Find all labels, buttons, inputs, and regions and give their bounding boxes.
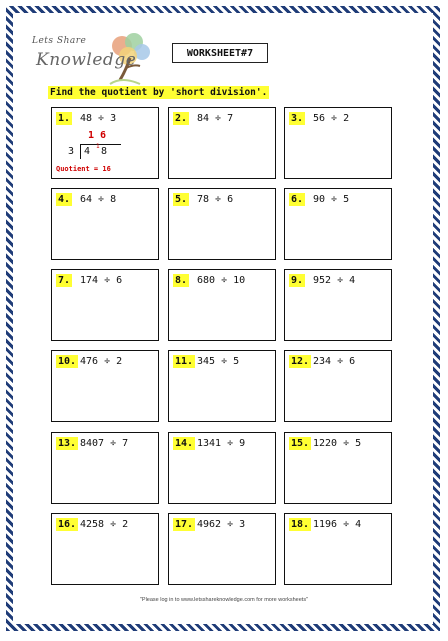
problem-box <box>284 432 392 504</box>
problem-expression: 1341 ÷ 9 <box>197 438 246 449</box>
problem-box <box>284 188 392 260</box>
problem-expression: 952 ÷ 4 <box>313 275 356 286</box>
problem-expression: 48 ÷ 3 <box>80 113 117 124</box>
problem-expression: 345 ÷ 5 <box>197 356 240 367</box>
problem-expression: 476 ÷ 2 <box>80 356 123 367</box>
problem-box <box>51 432 159 504</box>
problem-number: 13. <box>58 438 77 449</box>
problem-number: 12. <box>291 356 310 367</box>
problem-expression: 234 ÷ 6 <box>313 356 356 367</box>
problem-expression: 680 ÷ 10 <box>197 275 246 286</box>
problem-box <box>51 513 159 585</box>
problem-expression: 56 ÷ 2 <box>313 113 350 124</box>
problem-number: 10. <box>58 356 77 367</box>
example-division-bracket <box>68 144 138 160</box>
problem-number: 3. <box>291 113 304 124</box>
problem-expression: 64 ÷ 8 <box>80 194 117 205</box>
problem-number: 5. <box>175 194 188 205</box>
logo-text-main: Knowledge <box>36 50 137 70</box>
problem-box <box>284 350 392 422</box>
logo <box>22 24 152 86</box>
problem-number: 4. <box>58 194 71 205</box>
problem-box <box>168 107 276 179</box>
problem-number: 7. <box>58 275 71 286</box>
problem-expression: 90 ÷ 5 <box>313 194 350 205</box>
problem-box <box>168 513 276 585</box>
problem-number: 17. <box>175 519 194 530</box>
worksheet-title: WORKSHEET#7 <box>172 43 268 63</box>
problem-number: 1. <box>58 113 71 124</box>
problem-number: 14. <box>175 438 194 449</box>
problem-box <box>51 188 159 260</box>
logo-text-top: Lets Share <box>32 36 87 46</box>
problem-box <box>284 269 392 341</box>
problem-number: 18. <box>291 519 310 530</box>
problem-expression: 78 ÷ 6 <box>197 194 234 205</box>
problem-number: 2. <box>175 113 188 124</box>
example-answer: Quotient = 16 <box>56 165 111 173</box>
example-carry-digit: 1 <box>96 143 100 150</box>
example-divisor: 3 <box>68 146 75 157</box>
problem-expression: 1196 ÷ 4 <box>313 519 362 530</box>
problem-expression: 8407 ÷ 7 <box>80 438 129 449</box>
problem-expression: 174 ÷ 6 <box>80 275 123 286</box>
problem-box <box>168 269 276 341</box>
instruction-text: Find the quotient by 'short division'. <box>50 87 268 98</box>
problem-box <box>168 350 276 422</box>
problem-expression: 4258 ÷ 2 <box>80 519 129 530</box>
problem-number: 6. <box>291 194 304 205</box>
footer-note: "Please log in to www.letsshareknowledge.com for more worksheets" <box>139 597 309 603</box>
problem-expression: 1220 ÷ 5 <box>313 438 362 449</box>
problem-number: 9. <box>291 275 304 286</box>
problem-expression: 84 ÷ 7 <box>197 113 234 124</box>
problem-number: 15. <box>291 438 310 449</box>
problem-number: 8. <box>175 275 188 286</box>
example-quotient-digits: 1 6 <box>88 130 107 141</box>
problem-box <box>168 188 276 260</box>
problem-box <box>168 432 276 504</box>
example-dividend-digit: 4 <box>84 146 91 157</box>
problem-box <box>51 350 159 422</box>
problem-number: 16. <box>58 519 77 530</box>
example-dividend-digit: 8 <box>101 146 108 157</box>
problem-box <box>51 107 159 179</box>
problem-number: 11. <box>175 356 194 367</box>
problem-box <box>51 269 159 341</box>
problem-box <box>284 513 392 585</box>
problem-box <box>284 107 392 179</box>
problem-expression: 4962 ÷ 3 <box>197 519 246 530</box>
